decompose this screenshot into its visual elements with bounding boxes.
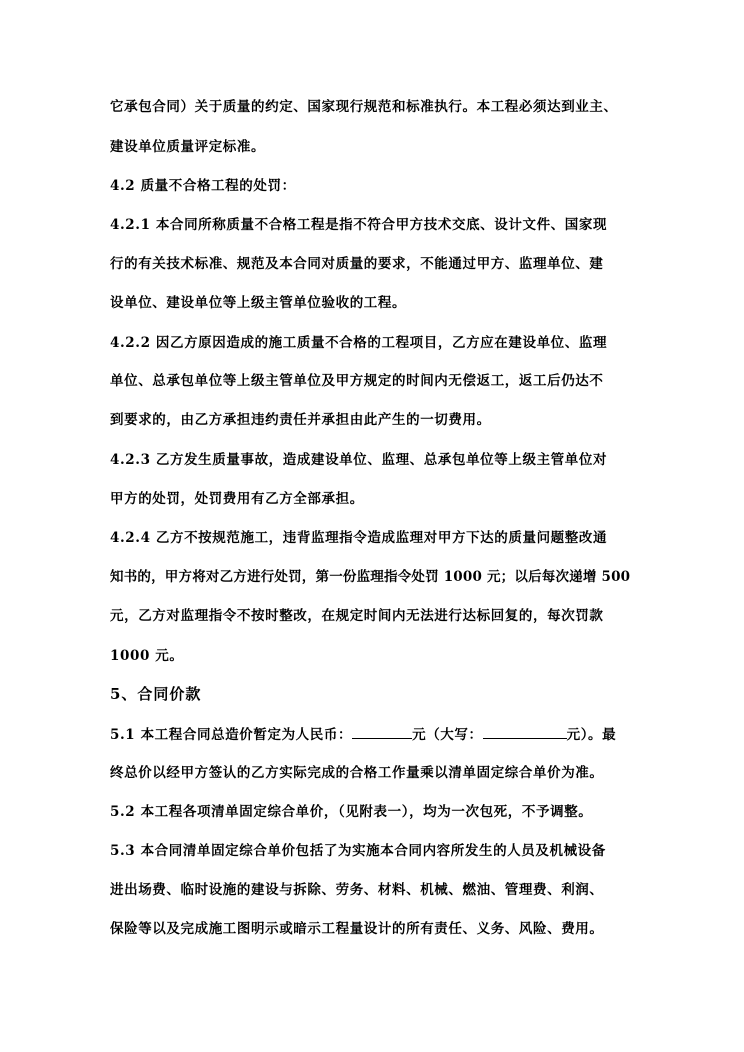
subsection-heading: 4.2 质量不合格工程的处罚： xyxy=(110,178,296,194)
paragraph-line: 5.3 本合同清单固定综合单价包括了为实施本合同内容所发生的人员及机械设备 xyxy=(110,843,606,859)
clause-5-1-text: 5.1 本工程合同总造价暂定为人民币： xyxy=(110,727,353,743)
paragraph-line: 行的有关技术标准、规范及本合同对质量的要求，不能通过甲方、监理单位、建 xyxy=(110,256,604,272)
section-heading: 5、合同价款 xyxy=(110,685,202,703)
clause-5-1-text: 元（大写： xyxy=(412,727,483,743)
paragraph-line: 4.2.4 乙方不按规范施工，违背监理指令造成监理对甲方下达的质量问题整改通 xyxy=(110,530,608,546)
amount-blank xyxy=(352,724,412,739)
paragraph-line: 知书的，甲方将对乙方进行处罚，第一份监理指令处罚 1000 元；以后每次递增 500 xyxy=(110,569,631,585)
paragraph-line: 它承包合同）关于质量的约定、国家现行规范和标准执行。本工程必须达到业主、 xyxy=(110,99,618,115)
paragraph-line: 4.2.1 本合同所称质量不合格工程是指不符合甲方技术交底、设计文件、国家现 xyxy=(110,217,608,233)
paragraph-line: 元，乙方对监理指令不按时整改，在规定时间内无法进行达标回复的，每次罚款 xyxy=(110,608,604,624)
paragraph-line: 4.2.2 因乙方原因造成的施工质量不合格的工程项目，乙方应在建设单位、监理 xyxy=(110,335,608,351)
paragraph-line: 甲方的处罚，处罚费用有乙方全部承担。 xyxy=(110,491,364,507)
amount-in-words-blank xyxy=(483,724,567,739)
paragraph-line: 单位、总承包单位等上级主管单位及甲方规定的时间内无偿返工，返工后仍达不 xyxy=(110,373,604,389)
clause-5-1-text: 元）。最 xyxy=(566,727,617,743)
paragraph-line: 建设单位质量评定标准。 xyxy=(110,139,266,155)
paragraph-line: 4.2.3 乙方发生质量事故，造成建设单位、监理、总承包单位等上级主管单位对 xyxy=(110,452,608,468)
paragraph-line: 到要求的，由乙方承担违约责任并承担由此产生的一切费用。 xyxy=(110,412,491,428)
clause-5-1-line xyxy=(110,724,616,745)
paragraph-line: 进出场费、临时设施的建设与拆除、劳务、材料、机械、燃油、管理费、利润、 xyxy=(110,882,604,898)
paragraph-line: 1000 元。 xyxy=(110,648,184,664)
paragraph-line: 5.2 本工程各项清单固定综合单价，（见附表一），均为一次包死，不予调整。 xyxy=(110,804,593,820)
paragraph-line: 设单位、建设单位等上级主管单位验收的工程。 xyxy=(110,295,407,311)
paragraph-line: 保险等以及完成施工图明示或暗示工程量设计的所有责任、义务、风险、费用。 xyxy=(110,921,604,937)
paragraph-line: 终总价以经甲方签认的乙方实际完成的合格工作量乘以清单固定综合单价为准。 xyxy=(110,765,604,781)
